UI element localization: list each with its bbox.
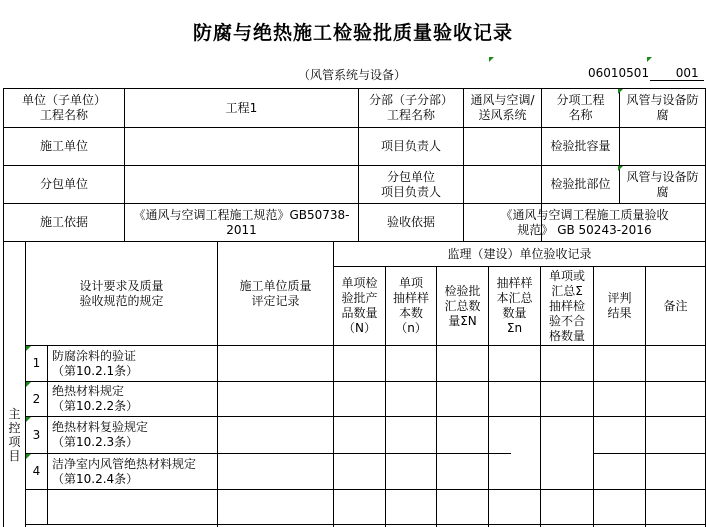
supervision-acceptance-header: 监理（建设）单位验收记录 [447,246,592,261]
sub-project-value: 通风与空调/ 送风系统 [470,93,535,122]
row-number: 3 [32,427,41,442]
col-nonconforming-count: 单项或 汇总Σ 抽样检 验不合 格数量 [548,268,585,343]
unit-project-label: 单位（子单位） 工程名称 [21,93,106,122]
green-corner-marker [26,454,31,459]
col-sample-total: 抽样样 本汇总 数量 Σn [496,276,533,335]
batch-capacity-label: 检验批容量 [550,139,611,153]
col-batch-total: 检验批 汇总数 量ΣN [444,283,481,328]
record-code [588,66,699,80]
project-manager-label: 项目负责人 [380,139,441,153]
unit-project-value: 工程1 [225,100,258,115]
sub-manager-label: 分包单位 项目负责人 [380,169,441,199]
subcontractor-label: 分包单位 [39,177,88,191]
batch-location-label: 检验批部位 [550,177,611,191]
row-requirement: 绝热材料复验规定 （第10.2.3条） [52,420,149,449]
row-number: 4 [32,464,41,478]
batch-location-value: 风管与设备防 腐 [626,169,699,199]
construction-basis-label: 施工依据 [39,215,88,229]
col-single-batch-quantity: 单项检 验批产 品数量 （N） [341,276,378,335]
row-requirement: 防腐涂料的验证 （第10.2.1条） [52,348,139,378]
code-underline [650,80,704,81]
record-code-suffix: 001 [675,66,699,80]
col-judgment-result: 评判 结果 [607,291,632,320]
col-single-sample-count: 单项 抽样样 本数 （n） [392,276,429,335]
design-requirements-header: 设计要求及质量 验收规范的规定 [79,278,164,308]
construction-basis-value: 《通风与空调工程施工规范》GB50738- 2011 [133,207,350,237]
green-corner-marker [489,57,494,62]
green-corner-marker [26,417,31,422]
row-requirement: 洁净室内风管绝热材料规定 （第10.2.4条） [52,456,197,486]
row-number: 2 [32,391,41,406]
inspection-table [3,88,706,527]
acceptance-basis-value: 《通风与空调工程施工质量验收 规范》 GB 50243-2016 [500,207,669,237]
green-corner-marker [618,166,623,171]
document-title: 防腐与绝热施工检验批质量验收记录 [192,22,513,44]
document-subtitle: （风管系统与设备） [298,68,407,82]
green-corner-marker [618,89,623,94]
sub-project-label: 分部（子分部） 工程名称 [368,93,453,122]
row-requirement: 绝热材料规定 （第10.2.2条） [52,384,139,413]
col-remarks: 备注 [663,298,688,313]
record-code-prefix: 06010501 [588,66,650,80]
green-corner-marker [26,346,31,351]
constructor-label: 施工单位 [39,139,88,153]
main-control-items-label: 主 控 项 目 [8,407,21,463]
acceptance-basis-label: 验收依据 [386,215,435,229]
contractor-assessment-header: 施工单位质量 评定记录 [239,278,312,308]
row-number: 1 [32,356,41,370]
green-corner-marker [647,57,652,62]
green-corner-marker [26,382,31,387]
item-project-label: 分项工程 名称 [556,93,605,122]
item-project-value: 风管与设备防 腐 [626,93,699,122]
constructor-value [125,128,358,165]
